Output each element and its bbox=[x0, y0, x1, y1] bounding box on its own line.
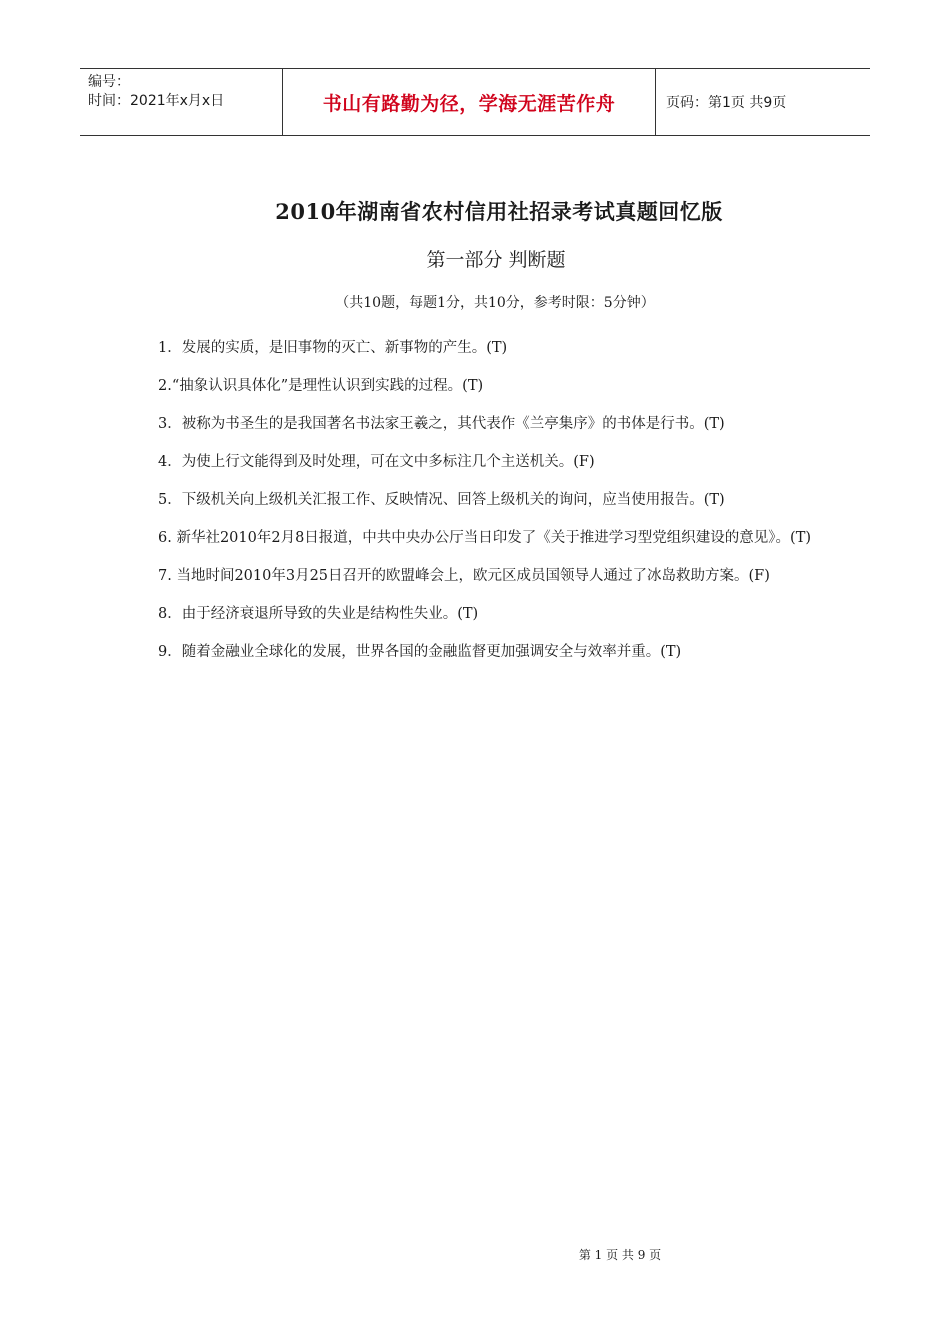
question-list bbox=[158, 329, 838, 671]
question-item: 8．由于经济衰退所导致的失业是结构性失业。(T) bbox=[158, 606, 479, 622]
question-item: 4．为使上行文能得到及时处理，可在文中多标注几个主送机关。(F) bbox=[158, 454, 595, 470]
question-item: 3．被称为书圣生的是我国著名书法家王羲之，其代表作《兰亭集序》的书体是行书。(T) bbox=[158, 416, 725, 432]
time-label: 时间：2021年x月x日 bbox=[88, 93, 225, 109]
question-item: 1．发展的实质，是旧事物的灭亡、新事物的产生。(T) bbox=[158, 340, 508, 356]
question-item: 7. 当地时间2010年3月25日召开的欧盟峰会上，欧元区成员国领导人通过了冰岛救助方案。(F) bbox=[158, 568, 770, 584]
header-page-info: 页码：第1页 共9页 bbox=[666, 95, 787, 111]
number-label: 编号： bbox=[88, 74, 130, 90]
header-meta-cell bbox=[80, 69, 282, 135]
question-item: 9．随着金融业全球化的发展，世界各国的金融监督更加强调安全与效率并重。(T) bbox=[158, 644, 682, 660]
question-item: 6. 新华社2010年2月8日报道，中共中央办公厅当日印发了《关于推进学习型党组织建设的意见》。(T) bbox=[158, 530, 812, 546]
header-table bbox=[80, 68, 870, 136]
section-note: （共10题，每题1分，共10分，参考时限：5分钟） bbox=[335, 295, 655, 311]
motto: 书山有路勤为径，学海无涯苦作舟 bbox=[282, 69, 656, 135]
page-footer: 第 1 页 共 9 页 bbox=[578, 1248, 662, 1262]
document-title: 2010年湖南省农村信用社招录考试真题回忆版 bbox=[275, 199, 723, 224]
section-heading: 第一部分 判断题 bbox=[426, 249, 566, 271]
question-item: 2.“抽象认识具体化”是理性认识到实践的过程。(T) bbox=[158, 378, 484, 394]
question-item: 5．下级机关向上级机关汇报工作、反映情况、回答上级机关的询问，应当使用报告。(T) bbox=[158, 492, 725, 508]
